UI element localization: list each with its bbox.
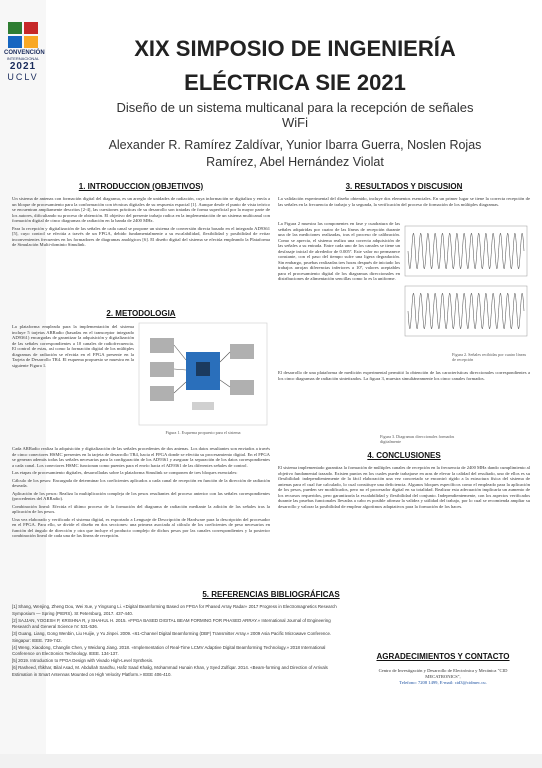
references-heading: 5. REFERENCIAS BIBLIOGRÁFICAS [202, 590, 340, 599]
convention-logo [4, 22, 45, 82]
references-list [12, 604, 342, 679]
authors [60, 137, 530, 171]
method-intro-text: La plataforma empleada para la implementación del sistema incluye 5 tarjetas ARRadio (basadas en el transceptor integrado AD9361) encargadas de garantizar la adquisición y digitalización de las señales correspondientes a 10 canales de radiofrecuencia. El control de estas, así como la formación digital de los múltiples diagramas de radiación se efectúa en el FPGA presente en la Tarjeta de Desarrollo TR4. El esquema propuesto se muestra en la siguiente Figura 1. [12, 324, 134, 368]
figure-2 [404, 224, 528, 342]
reference-item: [4] Weng, Xiaodong, Changlin Chen, y Weidong Jiang. 2018. «Implementation of Real-Time LCMV Adaptive Digital Beamforming Technology.» 2018 International Conference on Electronics Technology. IEEE. 134-137. [12, 644, 326, 657]
figure-1 [138, 322, 268, 426]
conclusions-text: El sistema implementado garantiza la formación de múltiples canales de recepción en la frecuencia de 2400 MHz dando cumplimiento al objetivo fundamental trazado. Existen puntos en los cuales puede trabajarse en aras de elevar la calidad del resultado, uno de ellos es su flexibilidad: independientemente de la fácil elaboración una vez concretado se encontró rígido a la estructura física del sistema de antenas para el cual fue calculado, lo cual constituye una deficiencia. Algunos bloques específicos como el empleado para la aplicación de los pesos, pueden ser modificados, pero no el procesador digital en su totalidad. Realizar esta adecuación implicaría un aumento de los recursos requeridos, pero garantizaría la escalabilidad y flexibilidad del conjunto. Independientemente, con los aspectos verificados durante las pruebas funcionales llevadas a cabo es posible afirmar la validez y utilidad del trabajo, por lo cual se recomienda ampliar su desarrollo y valorar la posibilidad de emplear algoritmos adaptativos para la formación de los haces. [278, 465, 530, 509]
method-paragraph: Las etapas de procesamiento digitales, desarrolladas sobre la plataforma Simulink se componen de tres bloques esenciales: [12, 470, 238, 475]
received-signals-plot [404, 224, 528, 342]
results-text-2: El desarrollo de una plataforma de medición experimental permitió la obtención de las características direccionales correspondientes a los cinco diagramas de radiación sintetizados. La figura 3, muestra simultáneamente los cinco canales formados. [278, 370, 530, 381]
intro-paragraph: Para la recepción y digitalización de las señales de cada canal se propone un sistema de conversión directa basado en el integrado AD9361 [5], cuyo control se efectúa a través de un FPGA, debido fundamentalmente a su escalabilidad, flexibilidad y posibilidad de evitar inconvenientes frecuentes en los formadores de diagramas analógicos [6]. El diseño digital del sistema se efectúa empleando la Plataforma de Simulación Multi-dominio Simulink. [12, 225, 270, 247]
ack-text [368, 668, 518, 686]
title-line2: ELÉCTRICA SIE 2021 [184, 70, 406, 95]
logo-uclv: UCLV [7, 72, 39, 82]
reference-item: [3] Guang, Liang, Gong Wenbin, Liu Huijie, y Yu Jinpei. 2009. «61-Channel Digital Beamforming (DBF) Transmitter Array.» 2009 Asia Pacific Microwave Conference. Singapur: IEEE. 739-742. [12, 631, 332, 643]
authors-line2: Ramírez, Abel Hernández Violat [206, 155, 384, 169]
method-paragraph: Aplicación de los pesos: Realiza la multiplicación compleja de los pesos resultantes del proceso anterior con las señales correspondientes (procedentes del ARRadio). [12, 490, 270, 501]
subtitle-line2: WiFi [282, 115, 308, 130]
logo-mark [8, 22, 38, 48]
method-paragraph: Una vez elaborado y verificado el sistema digital, es exportado a Lenguaje de Descripción de Hardware para la descripción del procesador en el FPGA. Para ello, se divide el diseño en dos secciones: una primera asociada al cálculo de los coeficientes de peso necesarios en función del ángulo de dirección y otra que incluye el producto complejo de dichos pesos por las canales correspondientes y la posterior combinación lineal de cada una de las líneas de recepción. [12, 516, 270, 538]
title-line1: XIX SIMPOSIO DE INGENIERÍA [134, 36, 456, 61]
system-diagram [138, 322, 268, 426]
figure-1-caption: Figura 1. Esquema propuesto para el sistema [165, 430, 241, 435]
authors-line1: Alexander R. Ramírez Zaldívar, Yunior Ibarra Guerra, Noslen Rojas [108, 138, 482, 152]
method-paragraph: Cada ARRadio realiza la adquisición y digitalización de las señales procedentes de dos antenas. Los datos resultantes son enviados a través de cinco conectores HSMC presentes en la tarjeta de desarrollo TR4, hacia el FPGA donde se efectúa su procesamiento digital. En el FPGA se generan además todas las señales necesarias para la configuración de los AD9361 y asegurar la separación de los datos correspondientes a cada canal. Los conectores HSMC funcionan como puentes para el envío hacia el AD9361 de las diferentes señales de control. [12, 446, 270, 468]
ack-heading: AGRADECIMIENTOS Y CONTACTO [376, 652, 510, 661]
logo-line2: INTERNACIONAL [6, 56, 40, 61]
reference-item: [5] 2019. Introduction to FPGA Design with Vivado High-Level Synthesis. [12, 658, 154, 664]
bottom-strip [0, 754, 542, 768]
directional-patterns [330, 392, 490, 432]
method-paragraph: Combinación lineal: Efectúa el último proceso de la formación del diagrama de radiación mediante la adición de las señales tras la aplicación de los pesos. [12, 503, 270, 514]
reference-item: [1] Shang, Wenjing, Zheng Dou, Wei Xue, y Yingsong Li. «Digital Beamforming Based on FPGA for Phased Array Radar» 2017 Progress in Electromagnetics Research Symposium — Spring (PIERS). St Petersburg, 2017. 437-440. [12, 604, 337, 616]
subtitle [60, 100, 530, 130]
results-intro: La validación experimental del diseño obtenido, incluye dos elementos esenciales. En un primer lugar se tiene la correcta recepción de las señales en la frecuencia de trabajo y la segunda, la verificación del proceso de formación de los múltiples diagramas. [278, 196, 530, 207]
logo-year: 2021 [9, 61, 37, 72]
logo-line1: CONVENCIÓN [4, 50, 45, 56]
figure-3 [330, 392, 490, 432]
intro-paragraph: Un sistema de antenas con formación digital del diagrama, es un arreglo de unidades de radiación, cuya información se digitaliza y envía a un bloque de procesamiento para la conformación con técnicas digitales de su respuesta espacial [1]. Aunque desde el punto de vista teórico se encuentran ampliamente descritos [2-4], las cuestiones prácticas de su desarrollo son tratadas de forma superficial por la mayor parte de los autores, dificultando su proceso de obtención. El objetivo del presente trabajo radica en la implementación de un sistema multicanal con formación digital de cinco diagramas de radiación en la banda de 2400 MHz. [12, 196, 270, 223]
results-heading: 3. RESULTADOS Y DISCUSION [345, 182, 463, 191]
figure-2-caption: Figura 2. Señales recibidas por cuatro líneas de recepción [452, 352, 527, 362]
results-text: La Figura 2 muestra las componentes en fase y cuadratura de las señales adquiridas por cuatro de las líneas de recepción durante una de las mediciones realizadas, tras el proceso de calibración. Como se aprecia, el sistema realiza una correcta adquisición de las señales a su entrada. Entre cada uno de los canales se tiene un desfasaje inicial de alrededor de 0.005º. Este valor no permanece constante, con el paso del tiempo sufre una ligera degradación. Sin embargo, pruebas realizadas tres horas después de iniciado los trabajos arrojan diferencias inferiores a 10º, valores aceptables para el procesamiento digital de los diagramas direccionales en distribuciones de alimentación sencillas como lo es la uniforme. [278, 221, 400, 281]
reference-item: [2] SAJJAN, YOGESH P, KRISHNA R, y SHAHUL H. 2015. «FPGA BASED DIGITAL BEAM FORMING FOR PHASED ARRAY.» International Journal of Engineering Research and General Science IV: 531-536. [12, 617, 331, 630]
method-text [12, 446, 270, 541]
intro-text [12, 196, 270, 250]
method-heading: 2. METODOLOGIA [106, 309, 176, 318]
conclusions-heading: 4. CONCLUSIONES [367, 451, 441, 460]
figure-3-caption: Figura 3. Diagramas direccionales formados digitalmente [380, 434, 455, 444]
ack-line2: Telefono: 7208 1499, E-mail: cid3@cidmec.cu. [399, 680, 487, 685]
method-paragraph: Cálculo de los pesos: Encargada de determinar los coeficientes aplicados a cada canal de recepción en función de la dirección de radiación deseada. [12, 477, 270, 488]
subtitle-line1: Diseño de un sistema multicanal para la recepción de señales [116, 100, 474, 115]
ack-line1: Centro de Investigación y Desarrollo de Electrónica y Mecánica "CID MECATRONICS", [378, 668, 508, 679]
intro-heading: 1. INTRODUCCION (OBJETIVOS) [78, 182, 204, 191]
reference-item: [6] Rasheed, Iftikhar, Bilal Asad, M. Abdullah Sandhu, Hafiz Saad Khalig, Mohammad Hunain Khan, y Syed Zulfiqar. 2014. «Beam-forming and Direction of Arrivals Estimation in Smart Antennas Mounted on High Velocity Platform.» IEEE 406-410. [12, 665, 328, 677]
